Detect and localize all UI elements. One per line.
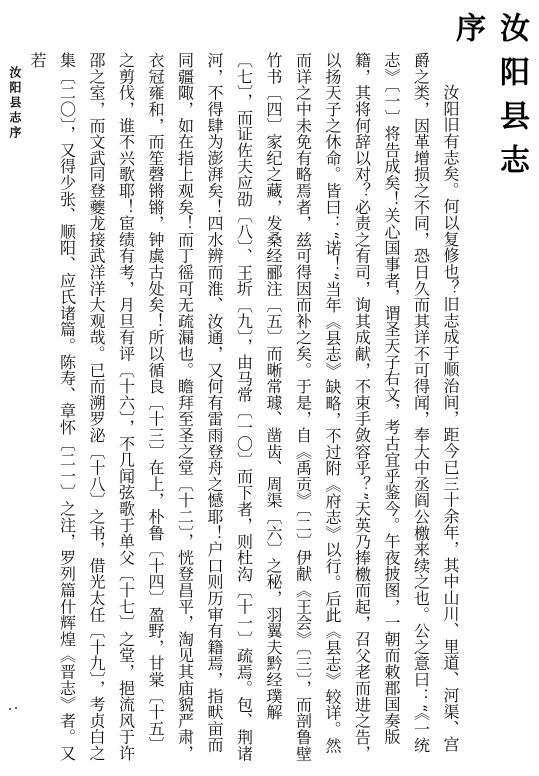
body-text [28,52,465,767]
body-paragraph: 汝阳旧有志矣。何以复修也？旧志成于顺治间，距今已三十余年，其中山川、里道、河渠、宫爵之类，因革增损之不同，恐日久而其详不可得闻，奉大中丞阎公檄来续之也。公之意曰：“《一统志》〔一〕将告成矣！关心国事者，谓圣天子右文，考古宜乎鉴今。午夜披图，一朝而敕郡国奏版籍，其将何辞以对？必责之有司，询其成献，不束手敛容乎？”天英乃捧檄而起，召父老而进之告，以扬天子之休命。皆曰：“诺！”当年《县志》缺略，不过附《府志》以行。后此《县志》较详。然而详之中未免有略焉者，兹可得因而补之矣。于是，自《禹贡》〔二〕伊献《王会》〔三〕，而剖鲁壁竹书〔四〕家纪之藏，发桑经郦注〔五〕而晰常璩、凿齿、周渠〔六〕之秘，羽翼夫黔经璞解〔七〕，而证佐夫应劭〔八〕、王圻〔九〕，由马常〔一〇〕而下者，则杜沟〔十一〕疏焉。包、荆诸河，不得肆为澎湃矣！四水辨而淮、汝通，又何有雷雨登舟之憾耶！户口则历审有籍焉，指畎亩而同疆陬，如在指上观矣！而丁徭可无疏漏也。瞻拜至圣之堂〔十二〕，恍登昌平，淘见其庙貌严肃，衣冠雍和，而笙磬锵锵，钟虡古处矣！所以循良〔十三〕在上，朴鲁〔十四〕盈野，甘棠〔十五〕之剪伐，谁不兴歌耶！宦绩有考，月旦有评〔十六〕，不几闻弦歌于单父〔十七〕之堂，挹流风于许邵之室，而文武同登夔龙接武洋洋大观哉。已而溯罗泌〔十八〕之书，借光太任〔十九〕，考贞白之集〔二〇〕，又得少张、顺阳、应氏诸篇。陈寿、章怀〔二一〕之注，罗列篇什辉煌《晋志》者。又若 [28,52,460,762]
running-header: 汝阳县志序 [8,66,22,141]
page-title: 汝阳县志序 [450,12,529,188]
stray-ink-dots [9,707,19,711]
